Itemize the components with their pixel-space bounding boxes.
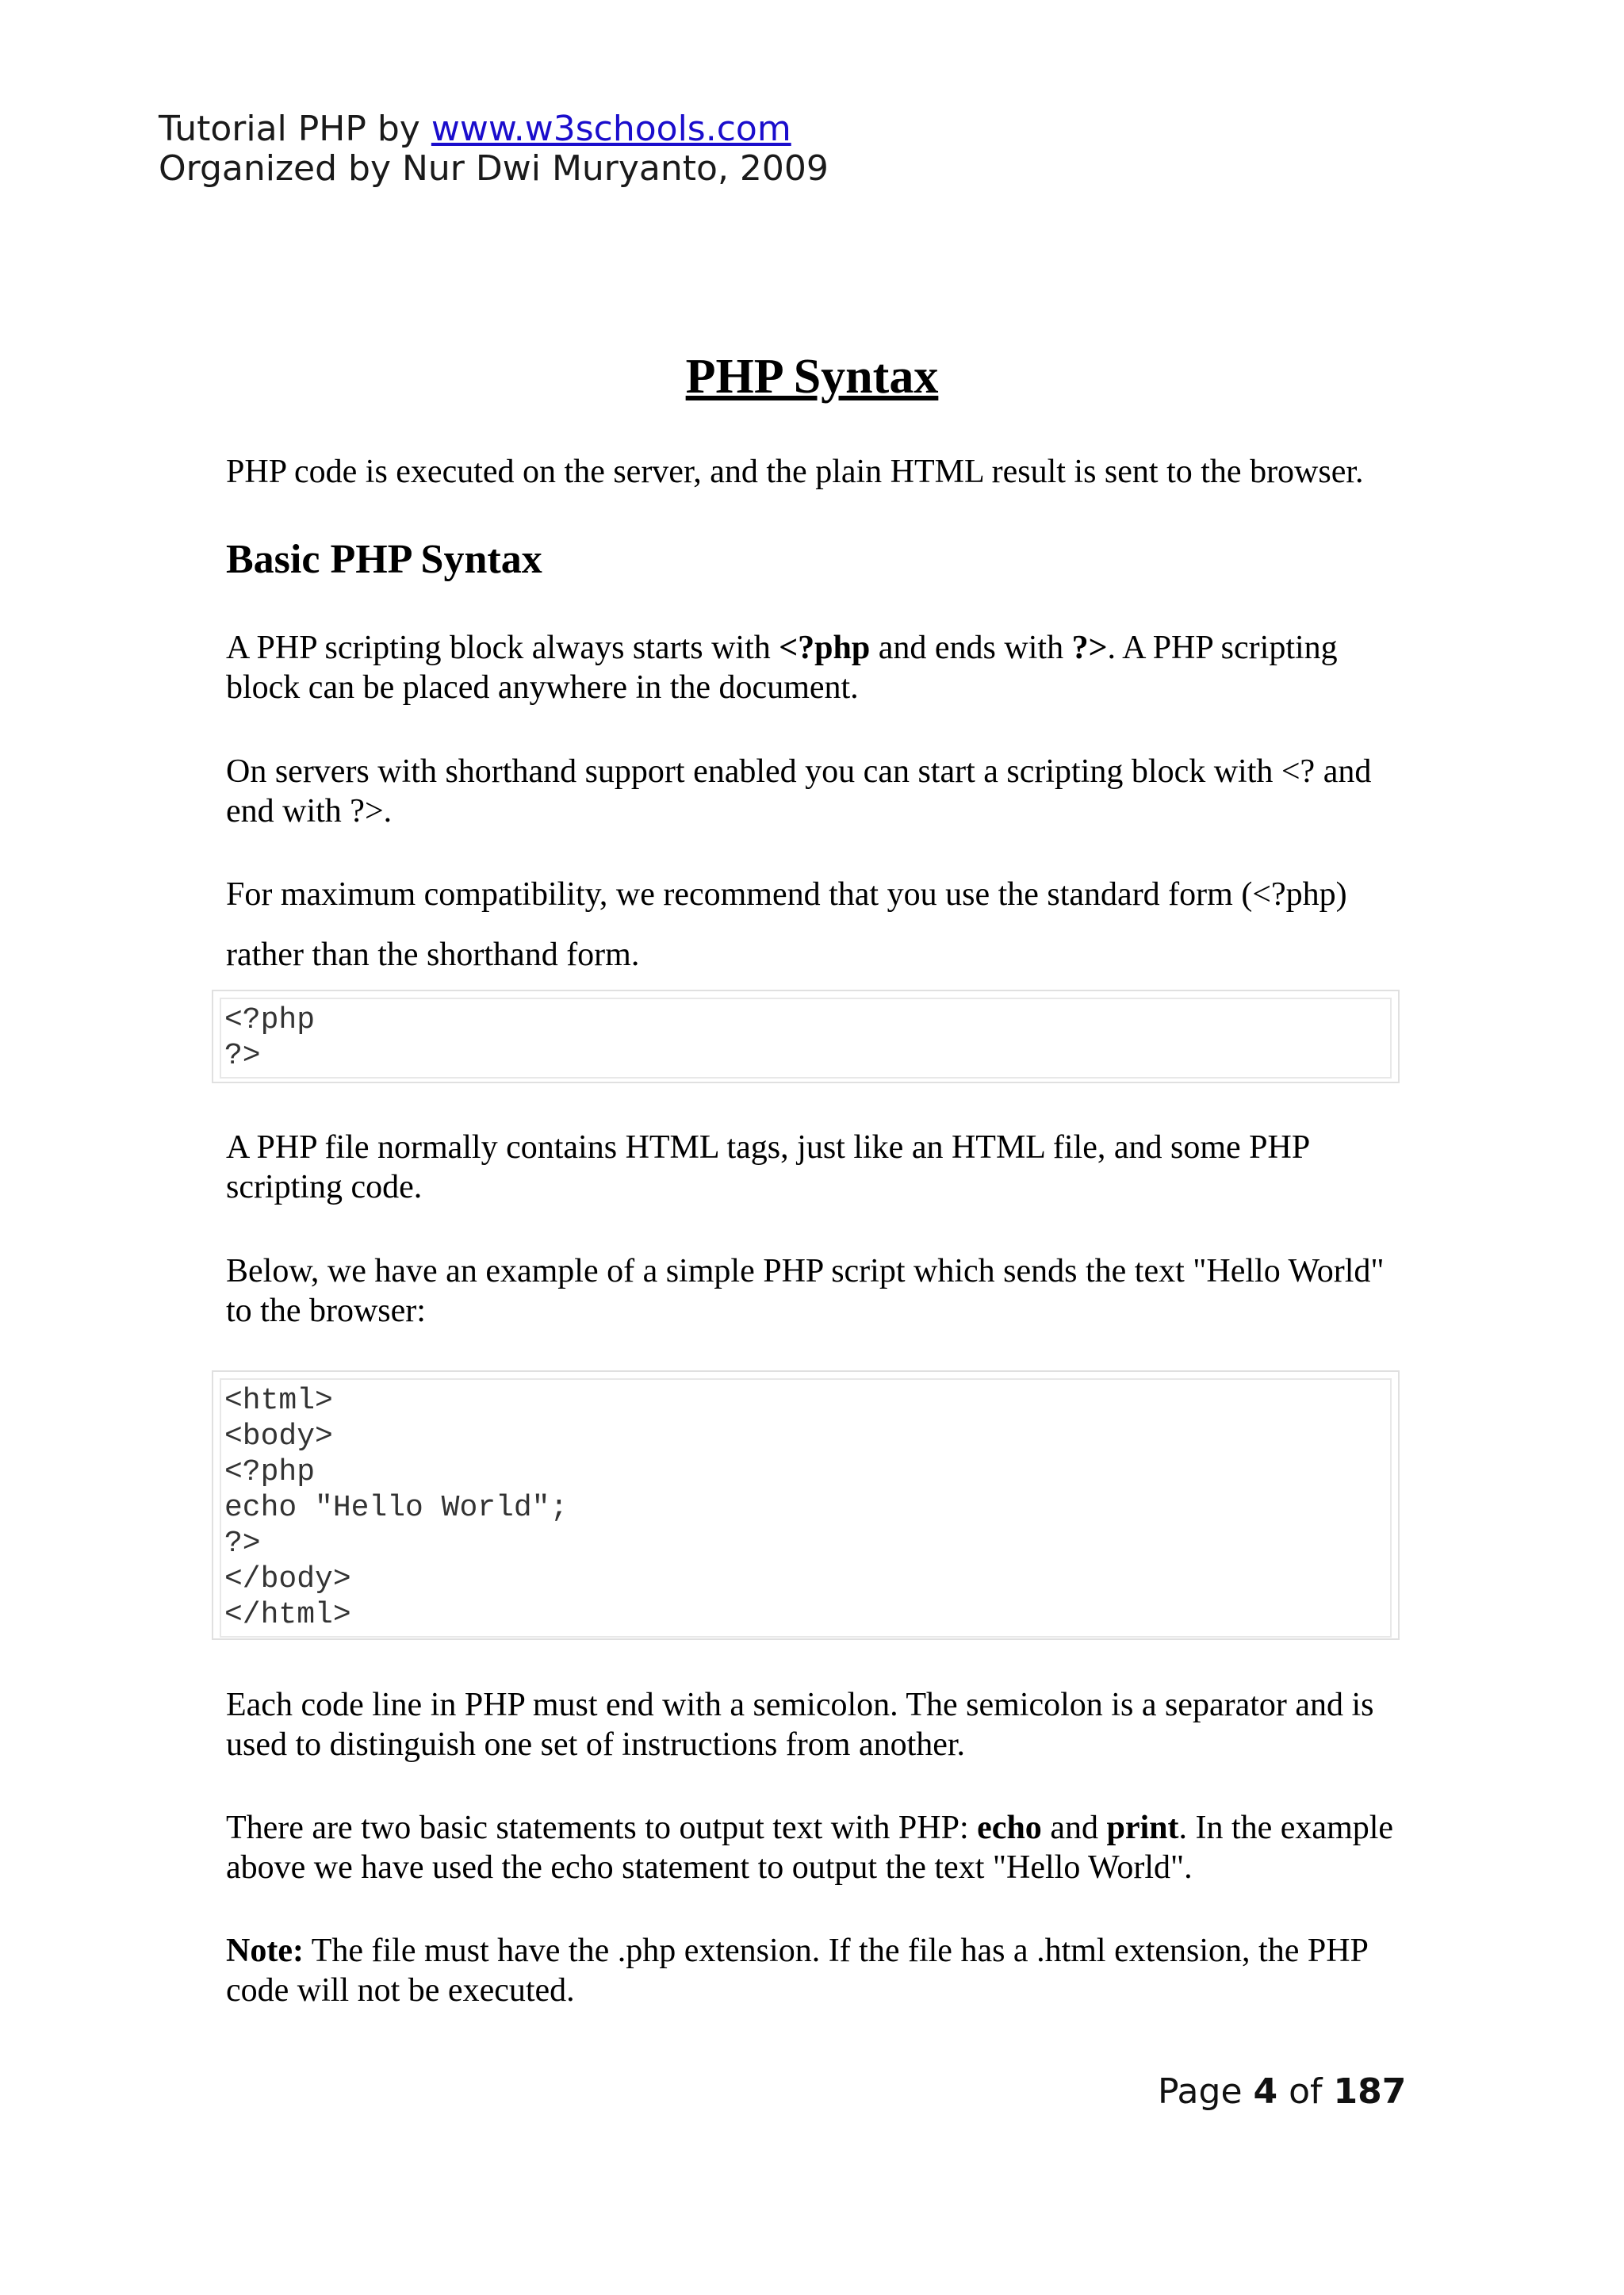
text: . A PHP scripting block can be placed anywhere in the document. — [226, 630, 1338, 706]
page-word: Page — [1158, 2071, 1254, 2112]
of-word: of — [1277, 2071, 1334, 2112]
header-prefix: Tutorial PHP by — [159, 109, 431, 149]
code-text: <html> <body> <?php echo "Hello World"; ?> </body> </html> — [220, 1378, 1392, 1638]
text: There are two basic statements to output text with PHP: — [226, 1810, 978, 1846]
note-text: The file must have the .php extension. If the file has a .html extension, the PHP code will not be executed. — [226, 1933, 1368, 2009]
bold-text: print — [1106, 1810, 1179, 1846]
text: A PHP scripting block always starts with — [226, 630, 779, 666]
code-text: <?php ?> — [220, 998, 1392, 1079]
section-heading: Basic PHP Syntax — [226, 537, 542, 582]
paragraph-compatibility-line-1: For maximum compatibility, we recommend that you use the standard form (<?php) — [226, 876, 1347, 913]
bold-text: echo — [977, 1810, 1042, 1846]
text: and ends with — [870, 630, 1072, 666]
page-total: 187 — [1333, 2071, 1407, 2112]
page-footer — [1158, 2071, 1406, 2112]
note-label: Note: — [226, 1933, 304, 1969]
paragraph-compatibility-line-2: rather than the shorthand form. — [226, 937, 640, 973]
bold-text: <?php — [779, 630, 871, 666]
note-paragraph — [226, 1931, 1400, 2010]
page-header — [159, 109, 829, 189]
paragraph-scripting-block — [226, 628, 1400, 707]
code-block-php-tags — [212, 990, 1400, 1083]
page-number: 4 — [1253, 2071, 1278, 2112]
paragraph-output-statements — [226, 1808, 1400, 1887]
header-line-1 — [159, 109, 829, 149]
text: and — [1041, 1810, 1107, 1846]
bold-text: ?> — [1071, 630, 1108, 666]
paragraph-shorthand: On servers with shorthand support enabled you can start a scripting block with <? and end with ?>. — [226, 753, 1372, 829]
code-block-hello-world — [212, 1370, 1400, 1640]
paragraph-example-intro: Below, we have an example of a simple PHP script which sends the text "Hello World" to the browser: — [226, 1253, 1385, 1329]
paragraph-php-file: A PHP file normally contains HTML tags, just like an HTML file, and some PHP scripting code. — [226, 1129, 1309, 1205]
page-title: PHP Syntax — [685, 350, 939, 404]
intro-paragraph: PHP code is executed on the server, and the plain HTML result is sent to the browser. — [226, 454, 1364, 490]
text: . In the example above we have used the echo statement to output the text "Hello World". — [226, 1810, 1394, 1886]
paragraph-semicolon: Each code line in PHP must end with a semicolon. The semicolon is a separator and is used to distinguish one set of instructions from another. — [226, 1687, 1374, 1763]
header-line-2: Organized by Nur Dwi Muryanto, 2009 — [159, 148, 829, 189]
w3schools-link[interactable]: www.w3schools.com — [431, 109, 791, 149]
